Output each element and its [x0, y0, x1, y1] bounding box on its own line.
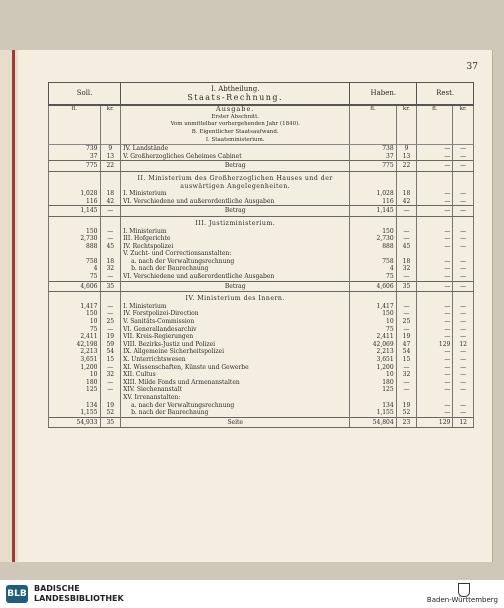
intro-block [121, 105, 350, 144]
haben-fl-cell [350, 216, 396, 227]
staatsaufwand-heading: B. Eigentlicher Staatsaufwand. [191, 128, 279, 135]
haben-kr-cell: 54 [396, 348, 417, 356]
rest-fl-cell: — [417, 348, 453, 356]
rest-fl-cell [417, 292, 453, 303]
soll-fl-cell: 1,200 [49, 364, 101, 372]
text-cell: VI. Verschiedene und außerordentliche Ausgaben [121, 198, 350, 206]
ledger-row [49, 258, 474, 266]
state-name: Baden-Württemberg [426, 596, 498, 604]
state-crest-icon [458, 583, 470, 597]
haben-kr-cell: — [396, 273, 417, 281]
rest-kr-cell: — [453, 206, 474, 217]
soll-kr-cell: 19 [100, 333, 121, 341]
text-cell: VI. Verschiedene und außerordentliche Ausgaben [121, 273, 350, 281]
soll-fl-cell [49, 394, 101, 402]
rest-kr-cell: — [453, 190, 474, 198]
rest-fl-cell: — [417, 386, 453, 394]
rest-fl-cell: — [417, 364, 453, 372]
rest-kr-cell: — [453, 281, 474, 292]
rest-fl-cell: — [417, 379, 453, 387]
rest-fl-cell: — [417, 409, 453, 417]
text-cell: IV. Forstpolizei-Direction [121, 310, 350, 318]
rest-kr-cell: — [453, 318, 474, 326]
ledger-row [49, 303, 474, 311]
haben-fl-label: fl. [350, 105, 396, 144]
rest-fl-cell: — [417, 356, 453, 364]
haben-fl-cell: 1,145 [350, 206, 396, 217]
haben-kr-cell: 52 [396, 409, 417, 417]
haben-fl-cell: 10 [350, 371, 396, 379]
text-cell: XV. Irrenanstalten: [121, 394, 350, 402]
soll-kr-cell: — [100, 364, 121, 372]
ledger-row [49, 409, 474, 417]
haben-kr-cell: 19 [396, 402, 417, 410]
text-cell: b. nach der Baurechnung [121, 265, 350, 273]
soll-kr-cell: — [100, 206, 121, 217]
haben-fl-cell: 758 [350, 258, 396, 266]
section-heading-row [49, 292, 474, 303]
ledger-row [49, 190, 474, 198]
rest-fl-cell: — [417, 228, 453, 236]
soll-kr-cell: 32 [100, 371, 121, 379]
text-cell: I. Ministerium [121, 303, 350, 311]
footer-bar [0, 580, 504, 608]
haben-kr-label: kr. [396, 105, 417, 144]
text-cell: V. Zucht- und Correctionsanstalten: [121, 250, 350, 258]
haben-fl-cell: 75 [350, 273, 396, 281]
haben-fl-cell: 37 [350, 153, 396, 161]
text-cell: IV. Rechtspolizei [121, 243, 350, 251]
rest-fl-label: fl. [417, 105, 453, 144]
soll-kr-label: kr. [100, 105, 121, 144]
rest-kr-cell: — [453, 303, 474, 311]
text-cell: IX. Allgemeine Sicherheitspolizei [121, 348, 350, 356]
soll-kr-cell: 32 [100, 265, 121, 273]
year-heading: Vom unmittelbar vorhergehenden Jahr (1840). [170, 121, 300, 128]
haben-fl-cell: 888 [350, 243, 396, 251]
rest-fl-cell: — [417, 206, 453, 217]
ledger-row [49, 364, 474, 372]
haben-kr-cell: 47 [396, 341, 417, 349]
soll-fl-cell: 1,028 [49, 190, 101, 198]
rest-fl-cell: — [417, 318, 453, 326]
haben-fl-cell: 116 [350, 198, 396, 206]
text-cell: VII. Kreis-Regierungen [121, 333, 350, 341]
text-cell: X. Unterrichtswesen [121, 356, 350, 364]
soll-fl-cell: 54,933 [49, 417, 101, 428]
text-cell: XIV. Siechenanstalt [121, 386, 350, 394]
haben-kr-cell: 42 [396, 198, 417, 206]
haben-kr-cell: — [396, 310, 417, 318]
haben-fl-cell: 2,213 [350, 348, 396, 356]
text-cell: Betrag [121, 206, 350, 217]
haben-fl-cell: 2,411 [350, 333, 396, 341]
haben-fl-cell: 150 [350, 228, 396, 236]
haben-kr-cell: — [396, 303, 417, 311]
haben-kr-cell: — [396, 379, 417, 387]
binding-edge [12, 50, 15, 562]
sum-row [49, 206, 474, 217]
sum-row [49, 281, 474, 292]
ledger-row [49, 318, 474, 326]
soll-fl-cell: 116 [49, 198, 101, 206]
sum-row [49, 161, 474, 172]
text-cell: VIII. Bezirks-Justiz und Polizei [121, 341, 350, 349]
haben-kr-cell: 22 [396, 161, 417, 172]
haben-kr-cell [396, 216, 417, 227]
abtheilung-label: I. Abtheilung. [211, 85, 260, 93]
ledger-row [49, 386, 474, 394]
haben-kr-cell: — [396, 326, 417, 334]
haben-fl-cell: 10 [350, 318, 396, 326]
haben-fl-cell: 4 [350, 265, 396, 273]
haben-fl-cell [350, 292, 396, 303]
title-header [121, 83, 350, 106]
rest-kr-cell: — [453, 273, 474, 281]
haben-fl-cell: 1,155 [350, 409, 396, 417]
rest-fl-cell: — [417, 273, 453, 281]
ledger-row [49, 341, 474, 349]
ledger-row [49, 235, 474, 243]
soll-fl-cell: 2,213 [49, 348, 101, 356]
ledger-row [49, 333, 474, 341]
rest-kr-cell: 12 [453, 341, 474, 349]
soll-fl-label: fl. [49, 105, 101, 144]
rest-fl-cell: — [417, 198, 453, 206]
rest-kr-cell: — [453, 198, 474, 206]
library-name-line1: BADISCHE [34, 584, 80, 593]
ledger-row [49, 402, 474, 410]
soll-kr-cell: 19 [100, 402, 121, 410]
soll-kr-cell: 13 [100, 153, 121, 161]
soll-kr-cell: 35 [100, 417, 121, 428]
text-cell: b. nach der Baurechnung [121, 409, 350, 417]
soll-fl-cell: 758 [49, 258, 101, 266]
rest-fl-cell: 129 [417, 417, 453, 428]
rest-fl-cell: — [417, 326, 453, 334]
haben-kr-cell: 19 [396, 333, 417, 341]
rest-fl-cell: — [417, 371, 453, 379]
haben-fl-cell: 150 [350, 310, 396, 318]
ledger-row [49, 310, 474, 318]
haben-kr-cell: 9 [396, 145, 417, 153]
soll-fl-cell [49, 292, 101, 303]
rest-kr-cell: — [453, 386, 474, 394]
library-name-line2: LANDESBIBLIOTHEK [34, 594, 124, 603]
rest-fl-cell: — [417, 235, 453, 243]
haben-kr-cell: — [396, 228, 417, 236]
rest-kr-cell: — [453, 402, 474, 410]
rest-kr-cell: — [453, 228, 474, 236]
rest-kr-cell [453, 292, 474, 303]
soll-kr-cell: — [100, 228, 121, 236]
rest-fl-cell: — [417, 161, 453, 172]
haben-header: Haben. [350, 83, 417, 106]
rest-kr-cell: — [453, 235, 474, 243]
haben-fl-cell: 1,028 [350, 190, 396, 198]
rest-kr-cell: — [453, 258, 474, 266]
rest-fl-cell [417, 250, 453, 258]
ledger-row [49, 356, 474, 364]
ledger-table [48, 82, 474, 428]
book-gutter [0, 50, 19, 562]
rest-fl-cell [417, 394, 453, 402]
rest-fl-cell: — [417, 303, 453, 311]
ledger-row [49, 348, 474, 356]
soll-fl-cell: 10 [49, 371, 101, 379]
soll-fl-cell: 775 [49, 161, 101, 172]
rest-kr-cell: — [453, 364, 474, 372]
text-cell: I. Ministerium [121, 228, 350, 236]
soll-kr-cell: 52 [100, 409, 121, 417]
soll-fl-cell: 739 [49, 145, 101, 153]
soll-fl-cell: 37 [49, 153, 101, 161]
soll-fl-cell: 1,155 [49, 409, 101, 417]
soll-fl-cell: 4 [49, 265, 101, 273]
ledger-row [49, 198, 474, 206]
rest-kr-cell: — [453, 379, 474, 387]
soll-kr-cell [100, 250, 121, 258]
ledger-row [49, 326, 474, 334]
soll-fl-cell: 42,198 [49, 341, 101, 349]
rest-fl-cell: — [417, 281, 453, 292]
rest-fl-cell: — [417, 402, 453, 410]
haben-kr-cell: — [396, 235, 417, 243]
soll-kr-cell [100, 394, 121, 402]
library-name [34, 584, 124, 604]
rest-kr-cell: — [453, 145, 474, 153]
ledger-row [49, 145, 474, 153]
soll-kr-cell: — [100, 235, 121, 243]
text-cell: a. nach der Verwaltungsrechnung [121, 258, 350, 266]
rest-header: Rest. [417, 83, 474, 106]
ledger-row [49, 394, 474, 402]
abschnitt-heading: Erster Abschnitt. [211, 113, 260, 120]
section-heading: II. Ministerium des Großherzoglichen Hauses und der auswärtigen Angelegenheiten. [121, 171, 350, 190]
soll-kr-cell: — [100, 303, 121, 311]
soll-fl-cell: 1,417 [49, 303, 101, 311]
rest-kr-cell: — [453, 310, 474, 318]
soll-kr-cell [100, 292, 121, 303]
text-cell: V. Großherzogliches Geheimes Cabinet [121, 153, 350, 161]
section-heading-row [49, 171, 474, 190]
haben-kr-cell [396, 250, 417, 258]
haben-kr-cell [396, 171, 417, 190]
haben-kr-cell: 32 [396, 265, 417, 273]
rest-fl-cell: — [417, 258, 453, 266]
page-number: 37 [466, 62, 478, 72]
soll-fl-cell [49, 216, 101, 227]
haben-kr-cell: — [396, 206, 417, 217]
soll-fl-cell: 180 [49, 379, 101, 387]
rest-kr-cell: — [453, 153, 474, 161]
soll-kr-cell: — [100, 386, 121, 394]
rest-kr-label: kr. [453, 105, 474, 144]
rest-kr-cell: — [453, 265, 474, 273]
text-cell: XII. Cultus [121, 371, 350, 379]
soll-kr-cell: — [100, 310, 121, 318]
text-cell: V. Sanitäts-Commission [121, 318, 350, 326]
soll-kr-cell: 9 [100, 145, 121, 153]
haben-kr-cell: 15 [396, 356, 417, 364]
text-cell: Betrag [121, 161, 350, 172]
haben-kr-cell: 35 [396, 281, 417, 292]
ledger-row [49, 273, 474, 281]
haben-kr-cell: 25 [396, 318, 417, 326]
haben-fl-cell: 75 [350, 326, 396, 334]
soll-fl-cell: 3,651 [49, 356, 101, 364]
soll-kr-cell: — [100, 326, 121, 334]
soll-fl-cell: 10 [49, 318, 101, 326]
soll-kr-cell: 59 [100, 341, 121, 349]
text-cell: a. nach der Verwaltungsrechnung [121, 402, 350, 410]
haben-fl-cell [350, 250, 396, 258]
text-cell: XI. Wissenschaften, Künste und Gewerbe [121, 364, 350, 372]
section-heading: III. Justizministerium. [121, 216, 350, 227]
soll-kr-cell: 54 [100, 348, 121, 356]
text-cell: I. Ministerium [121, 190, 350, 198]
soll-kr-cell: — [100, 379, 121, 387]
soll-fl-cell: 1,145 [49, 206, 101, 217]
soll-kr-cell: 25 [100, 318, 121, 326]
soll-fl-cell: 150 [49, 228, 101, 236]
rest-fl-cell [417, 216, 453, 227]
text-cell: VI. Generallandesarchiv [121, 326, 350, 334]
soll-fl-cell [49, 171, 101, 190]
text-cell: IV. Landstände [121, 145, 350, 153]
rest-kr-cell: — [453, 161, 474, 172]
rest-kr-cell: — [453, 348, 474, 356]
staatsministerium-heading: I. Staatsministerium. [205, 136, 265, 143]
ledger-row [49, 265, 474, 273]
haben-kr-cell: 23 [396, 417, 417, 428]
rest-fl-cell: — [417, 310, 453, 318]
rest-fl-cell: — [417, 153, 453, 161]
soll-fl-cell: 134 [49, 402, 101, 410]
haben-fl-cell: 134 [350, 402, 396, 410]
ledger-row [49, 371, 474, 379]
text-cell: III. Hofgerichte [121, 235, 350, 243]
soll-fl-cell: 4,606 [49, 281, 101, 292]
rest-fl-cell: — [417, 190, 453, 198]
rest-kr-cell: — [453, 356, 474, 364]
haben-kr-cell: 18 [396, 190, 417, 198]
rest-kr-cell: — [453, 333, 474, 341]
soll-fl-cell: 75 [49, 273, 101, 281]
haben-kr-cell: 13 [396, 153, 417, 161]
soll-kr-cell: 15 [100, 356, 121, 364]
ledger-body [49, 145, 474, 428]
rest-fl-cell: — [417, 265, 453, 273]
soll-kr-cell: 42 [100, 198, 121, 206]
soll-fl-cell: 75 [49, 326, 101, 334]
haben-fl-cell [350, 394, 396, 402]
haben-fl-cell: 42,069 [350, 341, 396, 349]
rest-kr-cell [453, 250, 474, 258]
rest-kr-cell: — [453, 243, 474, 251]
rest-fl-cell: — [417, 145, 453, 153]
haben-fl-cell: 2,730 [350, 235, 396, 243]
rest-fl-cell: — [417, 243, 453, 251]
haben-fl-cell: 1,200 [350, 364, 396, 372]
haben-kr-cell: 18 [396, 258, 417, 266]
haben-kr-cell: — [396, 364, 417, 372]
soll-kr-cell: 22 [100, 161, 121, 172]
rest-kr-cell: — [453, 409, 474, 417]
soll-kr-cell [100, 171, 121, 190]
ledger-row [49, 379, 474, 387]
text-cell: Seite [121, 417, 350, 428]
soll-kr-cell: — [100, 273, 121, 281]
soll-kr-cell: 18 [100, 258, 121, 266]
soll-fl-cell: 2,411 [49, 333, 101, 341]
soll-fl-cell [49, 250, 101, 258]
haben-fl-cell: 738 [350, 145, 396, 153]
haben-fl-cell: 180 [350, 379, 396, 387]
section-heading: IV. Ministerium des Innern. [121, 292, 350, 303]
rest-kr-cell: — [453, 326, 474, 334]
soll-fl-cell: 150 [49, 310, 101, 318]
ledger-row [49, 243, 474, 251]
rest-fl-cell: — [417, 333, 453, 341]
ledger-row [49, 228, 474, 236]
haben-fl-cell: 4,606 [350, 281, 396, 292]
haben-fl-cell: 1,417 [350, 303, 396, 311]
text-cell: Betrag [121, 281, 350, 292]
rest-kr-cell: 12 [453, 417, 474, 428]
haben-fl-cell: 54,804 [350, 417, 396, 428]
rest-fl-cell: 129 [417, 341, 453, 349]
soll-kr-cell: 45 [100, 243, 121, 251]
document-page [18, 50, 493, 562]
soll-kr-cell: 18 [100, 190, 121, 198]
haben-fl-cell: 3,651 [350, 356, 396, 364]
soll-kr-cell [100, 216, 121, 227]
soll-kr-cell: 35 [100, 281, 121, 292]
rest-kr-cell [453, 216, 474, 227]
rest-fl-cell [417, 171, 453, 190]
rest-kr-cell: — [453, 371, 474, 379]
library-logo: BLB [6, 585, 28, 603]
rest-kr-cell [453, 171, 474, 190]
soll-fl-cell: 125 [49, 386, 101, 394]
haben-kr-cell: 45 [396, 243, 417, 251]
haben-kr-cell: — [396, 386, 417, 394]
soll-fl-cell: 888 [49, 243, 101, 251]
haben-fl-cell: 775 [350, 161, 396, 172]
soll-fl-cell: 2,730 [49, 235, 101, 243]
haben-kr-cell [396, 292, 417, 303]
soll-header: Soll. [49, 83, 121, 106]
staats-rechnung-title: Staats-Rechnung. [187, 92, 284, 102]
ledger-row [49, 153, 474, 161]
section-heading-row [49, 216, 474, 227]
haben-kr-cell: 32 [396, 371, 417, 379]
text-cell: XIII. Milde Fonds und Armenanstalten [121, 379, 350, 387]
ausgabe-heading: Ausgabe. [216, 105, 255, 114]
haben-fl-cell [350, 171, 396, 190]
haben-kr-cell [396, 394, 417, 402]
ledger-row [49, 250, 474, 258]
rest-kr-cell [453, 394, 474, 402]
haben-fl-cell: 125 [350, 386, 396, 394]
sum-row [49, 417, 474, 428]
